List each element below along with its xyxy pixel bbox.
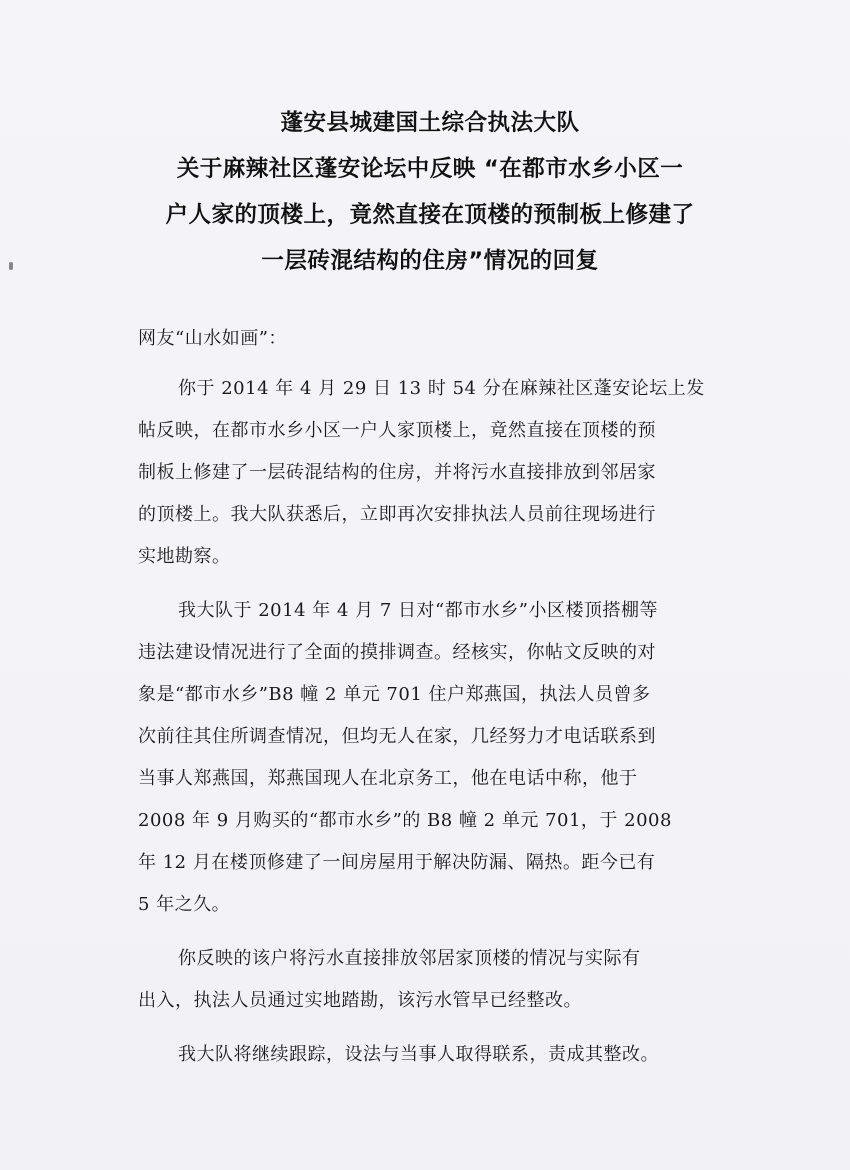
paragraph-1 [138, 368, 723, 578]
paragraph-line: 我大队将继续跟踪，设法与当事人取得联系，责成其整改。 [178, 1044, 659, 1065]
title-line-2: 关于麻辣社区蓬安论坛中反映 “在都市水乡小区一 [176, 156, 684, 182]
paragraph-line: 象是“都市水乡”B8 幢 2 单元 701 住户郑燕国，执法人员曾多 [138, 684, 651, 705]
paragraph-line: 5 年之久。 [138, 894, 231, 915]
paragraph-line: 的顶楼上。我大队获悉后，立即再次安排执法人员前往现场进行 [138, 504, 656, 525]
paragraph-2 [138, 590, 723, 926]
title-line-3: 户人家的顶楼上，竟然直接在顶楼的预制板上修建了 [165, 202, 695, 228]
document-body [138, 318, 723, 1076]
paragraph-line: 制板上修建了一层砖混结构的住房，并将污水直接排放到邻居家 [138, 462, 656, 483]
title-line-org: 蓬安县城建国土综合执法大队 [280, 110, 580, 136]
paragraph-line: 年 12 月在楼顶修建了一间房屋用于解决防漏、隔热。距今已有 [138, 852, 656, 873]
paragraph-line: 2008 年 9 月购买的“都市水乡”的 B8 幢 2 单元 701，于 2008 [138, 810, 672, 831]
title-line-4: 一层砖混结构的住房”情况的回复 [261, 248, 599, 274]
paragraph-3 [138, 938, 723, 1022]
paragraph-line: 我大队于 2014 年 4 月 7 日对“都市水乡”小区楼顶搭棚等 [178, 600, 658, 621]
scan-speck [9, 262, 13, 270]
paragraph-line: 违法建设情况进行了全面的摸排调查。经核实，你帖文反映的对 [138, 642, 656, 663]
paragraph-line: 你于 2014 年 4 月 29 日 13 时 54 分在麻辣社区蓬安论坛上发 [178, 378, 705, 399]
paragraph-line: 次前往其住所调查情况，但均无人在家，几经努力才电话联系到 [138, 726, 656, 747]
salutation: 网友“山水如画”： [138, 328, 287, 349]
paragraph-line: 当事人郑燕国，郑燕国现人在北京务工，他在电话中称，他于 [138, 768, 638, 789]
paragraph-line: 出入，执法人员通过实地踏勘，该污水管早已经整改。 [138, 990, 582, 1011]
paragraph-line: 实地勘察。 [138, 546, 231, 567]
paragraph-line: 帖反映，在都市水乡小区一户人家顶楼上，竟然直接在顶楼的预 [138, 420, 656, 441]
paragraph-line: 你反映的该户将污水直接排放邻居家顶楼的情况与实际有 [178, 948, 641, 969]
document-title [120, 100, 740, 284]
paragraph-4 [138, 1034, 723, 1076]
